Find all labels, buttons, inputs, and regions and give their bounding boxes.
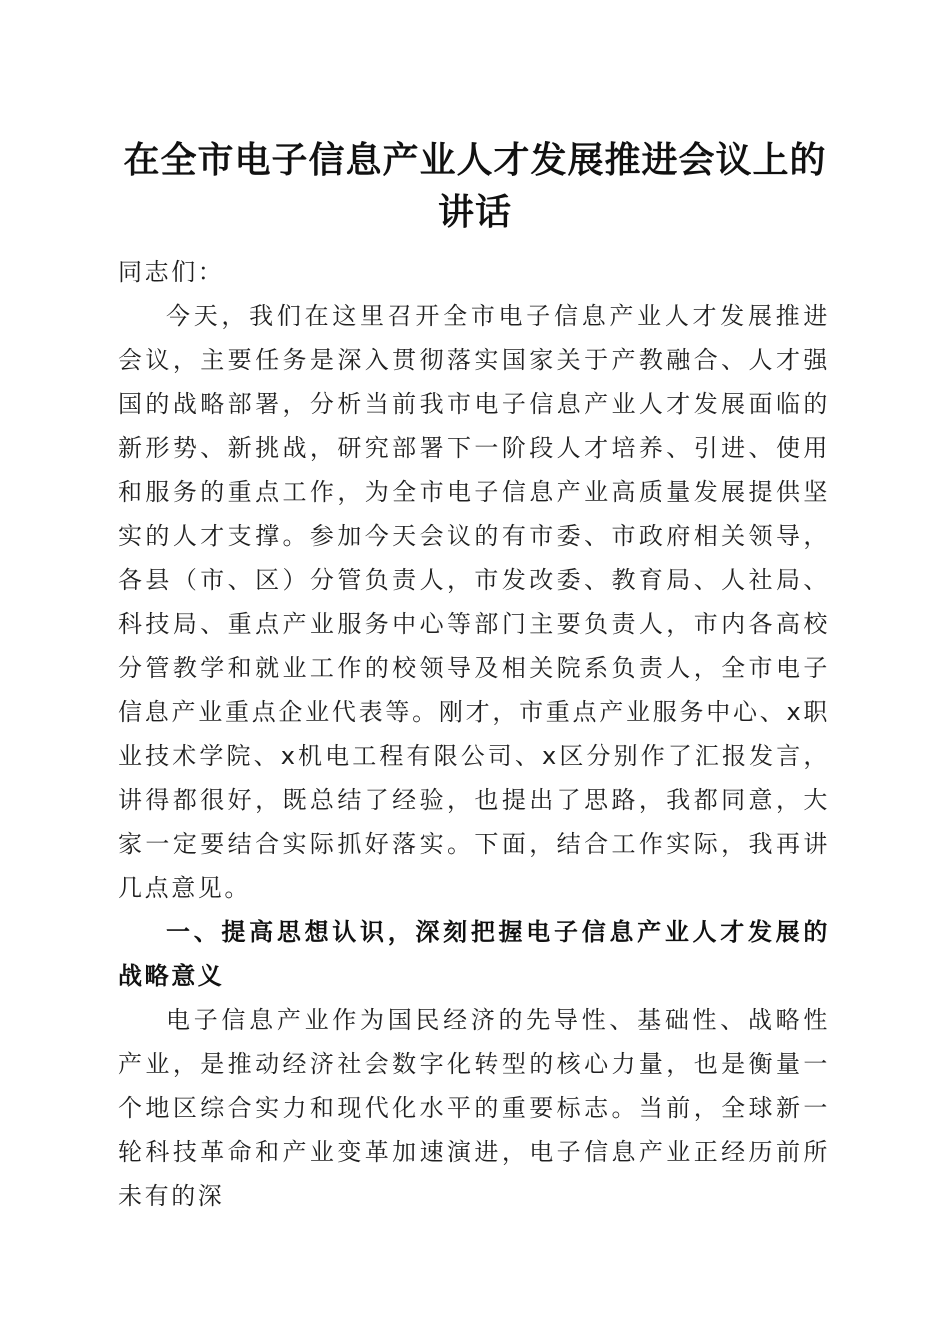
greeting: 同志们： — [118, 258, 225, 286]
document-title: 在全市电子信息产业人才发展推进会议上的讲话 — [123, 139, 827, 233]
document-body — [118, 250, 830, 1218]
section-heading: 一、提高思想认识，深刻把握电子信息产业人才发展的战略意义 — [118, 918, 830, 990]
intro-paragraph: 今天，我们在这里召开全市电子信息产业人才发展推进会议，主要任务是深入贯彻落实国家关于产教融合、人才强国的战略部署，分析当前我市电子信息产业人才发展面临的新形势、新挑战，研究部署下一阶段人才培养、引进、使用和服务的重点工作，为全市电子信息产业高质量发展提供坚实的人才支撑。参加今天会议的有市委、市政府相关领导，各县（市、区）分管负责人，市发改委、教育局、人社局、科技局、重点产业服务中心等部门主要负责人，市内各高校分管教学和就业工作的校领导及相关院系负责人，全市电子信息产业重点企业代表等。刚才，市重点产业服务中心、x职业技术学院、x机电工程有限公司、x区分别作了汇报发言，讲得都很好，既总结了经验，也提出了思路，我都同意，大家一定要结合实际抓好落实。下面，结合工作实际，我再讲几点意见。 — [118, 302, 830, 902]
section-paragraph: 电子信息产业作为国民经济的先导性、基础性、战略性产业，是推动经济社会数字化转型的核心力量，也是衡量一个地区综合实力和现代化水平的重要标志。当前，全球新一轮科技革命和产业变革加速演进，电子信息产业正经历前所未有的深 — [118, 1006, 830, 1210]
